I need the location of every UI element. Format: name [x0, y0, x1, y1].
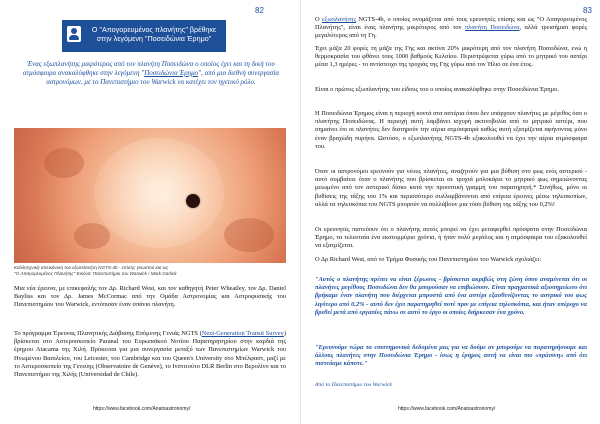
article-title-box	[62, 20, 226, 52]
page-number-left: 82	[255, 6, 264, 15]
quote-west-2: "Ερευνούμε τώρα τα επιστημονικά δεδομένα μας για να δούμε αν μπορούμε να παρατηρήσουμε και άλλους πλανήτες στην Ποσειδώνια Έρημο - ίσως η έρημος αυτή να είναι πιο «πράσινη» από ότι πιστεύαμε κάποτε."	[315, 344, 587, 368]
intro-prefix: Ο	[315, 16, 322, 23]
title-line-1: Ο "Απογορευμένος πλανήτης" βρέθηκε	[91, 25, 217, 34]
source-signature: Από το Πανεπιστήμιο του Warwick	[315, 382, 392, 388]
paragraph-migration: Οι ερευνητές πιστεύουν ότι ο πλανήτης αυτός μπορεί να έχει μεταφερθεί πρόσφατα στην Ποσειδώνια Έρημο, τα τελευταία ένα εκατομμύριο χρόνια, ή ήταν πολύ μεγάλος και η ατμόσφαιρα του εξακολουθεί να εξατμίζεται.	[315, 226, 587, 250]
paragraph-neptune-desert: Η Ποσειδώνια Έρημος είναι η περιοχή κοντά στα αστέρια όπου δεν υπάρχουν πλανήτες με μέγεθος όσο ο πλανήτης Ποσειδώνας. Η περιοχή αυτή λαμβάνει ισχυρή ακτινοβολία από το μητρικό αστέρι, που σημαίνει ότι οι πλανήτες δεν διατηρούν την αέρια ατμόσφαιρά καθώς αυτή εξατμίζεται αφήνοντας μόνο έναν βραχώδη πυρήνα. Ωστόσο, ο εξωπλανήτης NGTS-4b εξακολουθεί να έχει την αέρια ατμόσφαιρα του.	[315, 110, 587, 150]
intro-paragraph	[14, 60, 288, 87]
right-page	[300, 0, 600, 424]
caption-line-1: Καλλιτεχνική απεικόνιση του εξωπλανήτη NGTS-4b - επίσης γνωστού και ως	[14, 265, 169, 270]
ngts-text-2: ) βρίσκεται στο Αστεροσκοπείο Paranal του Ευρωπαϊκού Νοτίου Παρατηρητηρίου στην καρδιά της έρημου Atacama της Χιλή. Πρόκειται για μια συνεργασία μεταξύ των Πανεπιστημίων Warwick του Ηνωμένου Βασιλείου, του Leicester, του Cambridge και του Queen's University στο Μπέλφαστ, μαζί με το Αστεροσκοπείο της Γενεύης (Observatoire de Genève), το Ινστιτούτο DLR Berlin στο Βερολίνο και το Πανεπιστήμιο της Χιλής (Universidad de Chile).	[14, 330, 286, 379]
footer-link-right[interactable]: https://www.facebook.com/Anatoastronomy/	[398, 406, 496, 412]
paragraph-first-of-kind: Είναι ο πρώτος εξωπλανήτης του είδους του ο οποίος ανακαλύφθηκε στην Ποσειδώνια Έρημο.	[315, 86, 559, 93]
paragraph-west-comment: Ο Δρ Richard West, από το Τμήμα Φυσικής του Πανεπιστημίου του Warwick σχολιάζει:	[315, 256, 542, 263]
title-line-2: στην λεγόμενη "Ποσειδώνια Έρημο"	[96, 34, 212, 43]
surface-spot	[224, 218, 274, 252]
ngts-text-1: Το πρόγραμμα Έρευνας Πλανητικής Διάβασης Επόμενης Γενιάς NGTS (	[14, 330, 202, 337]
paragraph-mass-temperature: Έχει μάζα 20 φορές τη μάζα της Γης και ακτίνα 20% μικρότερη από τον πλανήτη Ποσειδώνα, ενώ η θερμοκρασία του φθάνει τους 1000 βαθμούς Κελσίου. Περιστρέφεται γύρω από το μητρικό του αστέρι μέσα 1,3 ημέρες - το αντίστοιχο της τροχιάς της Γης γύρω από τον Ήλιο σε ένα έτος.	[315, 45, 587, 69]
exoplanet-link[interactable]: εξωπλανήτης	[321, 16, 357, 23]
paragraph-ngts4b-intro	[315, 16, 587, 41]
paragraph-ngts-program	[14, 330, 286, 379]
reader-icon	[67, 26, 81, 42]
surface-spot	[44, 148, 84, 178]
surface-spot	[74, 223, 110, 249]
page-number-right: 83	[583, 6, 592, 15]
ngts-link[interactable]: Next-Generation Transit Survey	[201, 330, 284, 337]
planet-silhouette	[186, 194, 200, 208]
star-glow	[94, 138, 224, 248]
neptune-link[interactable]: πλανήτη Ποσειδώνα	[465, 24, 520, 32]
quote-west-1: "Αυτός ο πλανήτης πρέπει να είναι ξέρωσος - βρίσκεται ακριβώς στη ζώνη όπου αναμένεται ότι οι πλανήτες μεγέθους Ποσειδώνα δεν θα μπορούσαν να επιβιώσουν. Είναι πραγματικά αξιοσημείωτο ότι βρήκαμε έναν πλανήτη που διέρχεται μπροστά από ένα αστέρι εξασθενίζοντας το αστρικό του φως λιγότερο από 0,2% - αυτό δεν έχει παρατηρηθεί ποτέ πριν με επίγεια τηλεσκόπια, και ήταν υπέροχο να βρεθεί μετά από εργασίες πάνω σε αυτό το έργο οι οποίες διήρκεσαν ένα χρόνο.	[315, 276, 587, 316]
exoplanet-illustration	[14, 128, 286, 263]
intro-text-2: ", από μια διεθνή συνεργασία αστρονόμων, με το Πανεπιστήμιο του Warwick να κατέχει τον ηγετικό ρόλο.	[46, 68, 279, 86]
intro-text-1: Ένας εξωπλανήτης μικρότερος από τον πλανήτη Ποσειδώνα ο οποίος έχει και τη δική του ατμόσφαιρα ανακαλύφθηκε στην λεγόμενη "	[23, 60, 275, 77]
caption-line-2: "O Απαγορευμένος Πλανήτης" Εικόνα: Πανεπιστήμιο του Warwick / Mark Garlick	[14, 271, 177, 276]
p1-text-2: , αλλά τρεισήμισι φορές μεγαλύτερος από τη Γη.	[315, 24, 587, 40]
intro-link-neptune-desert[interactable]: Ποσειδώνια Έρημο	[144, 68, 199, 77]
paragraph-research-team: Μια νέα έρευνα, με επικεφαλής τον Δρ. Richard West, και τον καθηγητή Peter Wheatley, τον Δρ. Daniel Bayliss και τον Δρ. James McCormac από την Ομάδα Αστρονομίας και Αστροφυσικής του Πανεπιστημίου του Warwick, εντόπισαν έναν σπάνιο πλανήτη.	[14, 285, 286, 309]
p1-text-1: NGTS-4b, ο οποίος ονομάζεται από τους ερευνητές επίσης και ως "Ο Απαγορευμένος Πλανήτης", είναι ένας πλανήτης μικρότερος από τον	[315, 16, 587, 32]
image-caption	[14, 265, 286, 277]
footer-link-left[interactable]: https://www.facebook.com/Anatoastronomy/	[93, 406, 191, 412]
paragraph-transit-method: Όταν οι αστρονόμοι ερευνούν για νέους πλανήτες, αναζητούν για μια βύθιση στο φως ενός αστεριού - αυτό συμβαίνει όταν ο πλανήτης που βρίσκεται σε τροχιά μπλοκάρει το μητρικό φως σημειώνοντας μειωμένο από τον αστερικό δίσκο κατά την προοπτική γραμμή του παρατηρητή.* Συνήθως, μόνο οι βυθίσεις της τάξης του 1% και περισσότερο συλλαμβάνονται από επίγεια έρευνες μέσω τηλεσκοπίων, αλλά τα τηλεσκόπια του NGTS μπορούν να συλλάβουν μια τόσο βύθιση της τάξης του 0,2%!	[315, 168, 587, 208]
